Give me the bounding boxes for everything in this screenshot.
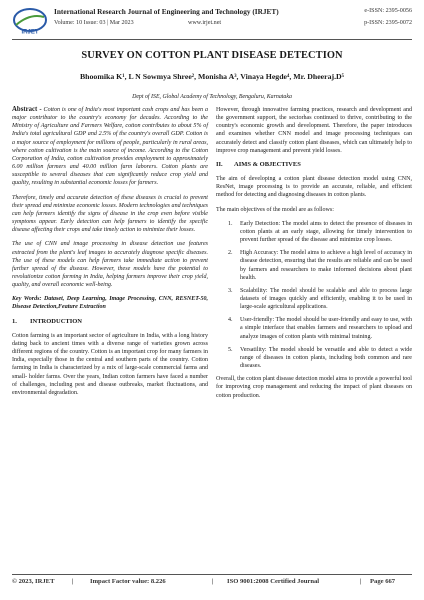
list-item-number: 4.: [228, 317, 233, 324]
list-item-text: Scalability: The model should be scalable and able to process large datasets of images quickly and efficiently, enabling it to be used in large-scale agricultural applications.: [240, 287, 412, 311]
paper-authors: Bhoomika K¹, L N Sowmya Shree², Monisha A³, Vinaya Hegde⁴, Mr. Dheeraj.D⁵: [79, 72, 345, 81]
abstract-text-1: Cotton is one of India's most important cash crops and has been a major contributor to the country's economy for decades. According to the Ministry of Agriculture and Farmers Welfare, cotton contributes to about 5% of India's total agricultural GDP and 2.5% of the country's overall GDP. Cotton is a major source of employment for millions of people, particularly in rural areas, where cotton cultivation is the main source of income. According to the Cotton Corporation of India, cotton cultivation provides employment to approximately 6.00 million farmers and 40.00 million farm laborers. Cotton plants are susceptible to several diseases that can significantly reduce crop yield and quality, resulting in substantial economic losses for farmers.: [12, 107, 208, 187]
journal-title: International Research Journal of Engineering and Technology (IRJET): [54, 7, 279, 16]
intro-paragraph-2: However, through innovative farming practices, research and development and the government support, the sectorhas continued to thrive, contributing to the country's economic growth and development. Therefore, the paper introduces and examines whether CNN model and image processing techniques can accurately detect and classify cotton plant diseases, which can ultimately help to improve crop management and prevent yield losses.: [216, 107, 412, 154]
list-item: [228, 346, 412, 370]
footer-iso: ISO 9001:2008 Certified Journal: [227, 578, 320, 585]
section-heading-introduction: [12, 318, 208, 326]
intro-paragraph-1: Cotton farming is an important sector of agriculture in India, with a long history dating back to ancient times with a diverse range of varieties grown across different regions of the country. Cotton is an important crop for many farmers in India, especially those in the central and southern parts of the country. Cotton farming in India is characterized by a mix of large-scale commercial farms and small- holder farms. Over the years, Indian cotton farmers have faced a number of challenges, including pest and disease outbreaks, market fluctuations, and environmental degradation.: [12, 332, 208, 396]
section-title: AIMS & OBJECTIVES: [234, 160, 301, 168]
section-number: 1.: [12, 317, 17, 325]
list-item: [228, 220, 412, 244]
left-column: [12, 106, 208, 403]
list-item-text: User-friendly: The model should be user-friendly and easy to use, with a simple interface that enables farmers and researchers to upload and analyze images of cotton plants with minimal training.: [240, 317, 412, 340]
list-item-number: 3.: [228, 287, 233, 294]
journal-header: [12, 6, 412, 39]
right-column: [216, 106, 412, 406]
section-heading-aims: [216, 161, 412, 169]
keywords: Key Words: Dataset, Deep Learning, Image Processing, CNN, RESNET-50, Disease Detection,Feature Extraction: [12, 296, 208, 311]
list-item-text: High Accuracy: The model aims to achieve a high level of accuracy in disease detection, ensuring that the results are reliable and can be used by farmers and researchers to make informed decisions about plant health.: [240, 250, 412, 281]
objectives-list: [216, 220, 412, 371]
section-title: INTRODUCTION: [30, 317, 83, 325]
paper-affiliation: Dept of ISE, Global Academy of Technology, Bengaluru, Karnataka: [132, 94, 292, 100]
header-divider: [12, 39, 412, 40]
conclusion-paragraph: Overall, the cotton plant disease detection model aims to provide a powerful tool for improving crop management and reducing the impact of plant diseases on cotton production.: [216, 376, 412, 399]
footer-divider: [12, 574, 412, 575]
list-item-number: 2.: [228, 250, 233, 257]
section-number: II.: [216, 160, 223, 168]
aims-paragraph-2: The main objectives of the model are as follows:: [216, 206, 334, 213]
list-item: [228, 249, 412, 282]
abstract-label: Abstract -: [12, 106, 42, 113]
p-issn: p-ISSN: 2395-0072: [364, 20, 412, 26]
list-item: [228, 287, 412, 311]
e-issn: e-ISSN: 2395-0056: [364, 8, 412, 14]
journal-volume: Volume: 10 Issue: 03 | Mar 2023: [54, 20, 134, 26]
list-item-text: Early Detection: The model aims to detect the presence of diseases in cotton plants at an early stage, allowing for timely intervention to prevent further spread of the disease and minimize crop losses.: [240, 220, 412, 244]
list-item: [228, 316, 412, 340]
paper-title: SURVEY ON COTTON PLANT DISEASE DETECTION: [81, 50, 343, 61]
list-item-number: 1.: [228, 220, 233, 227]
journal-url[interactable]: www.irjet.net: [188, 20, 222, 26]
footer-separator: |: [212, 578, 214, 585]
abstract-paragraph-3: The use of CNN and image processing in disease detection use features extracted from the plant's leaf images to accurately diagnose specific diseases. The use of these models can help farmers take immediate action to prevent further spread of the disease. However, these models have the potential to revolutionize cotton farming in India, helping farmers improve their crop yield, quality, and overall economic well-being.: [12, 241, 208, 289]
footer-copyright: © 2023, IRJET: [12, 578, 55, 585]
aims-paragraph-1: The aim of developing a cotton plant disease detection model using CNN, ResNet, image processing is to provide an accurate, reliable, and efficient method for detecting and diagnosing diseases in cotton plants.: [216, 176, 412, 199]
journal-logo-icon: [12, 7, 48, 35]
footer-impact-factor: Impact Factor value: 8.226: [90, 578, 166, 585]
abstract-paragraph-2: Therefore, timely and accurate detection of these diseases is crucial to prevent their spread and minimize economic losses. Modern technologies and techniques can help farmers identify the signs of disease in the crop even before visible symptoms appear. Early detection can help farmers to identify the specific disease affecting their crops and take timely action to minimize their losses.: [12, 194, 208, 234]
footer-separator: |: [72, 578, 74, 585]
svg-text:IRJET: IRJET: [21, 29, 39, 35]
footer-page-number: Page 667: [370, 578, 396, 585]
abstract-paragraph-1: [12, 106, 208, 188]
footer-separator: |: [360, 578, 362, 585]
list-item-text: Versatility: The model should be versatile and able to detect a wide range of diseases in cotton plants, including both common and rare diseases.: [240, 346, 412, 370]
list-item-number: 5.: [228, 346, 233, 353]
